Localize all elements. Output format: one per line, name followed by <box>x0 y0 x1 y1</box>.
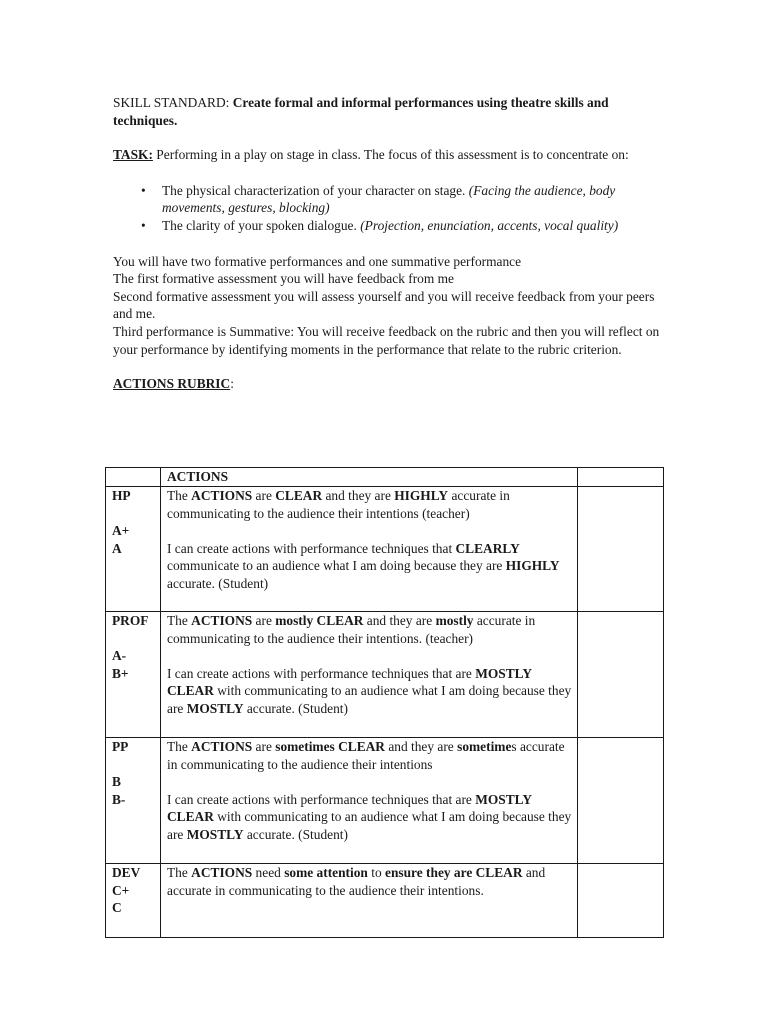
bullet-text: The physical characterization of your character on stage. <box>162 182 466 198</box>
grade-label: B- <box>112 791 126 807</box>
teacher-criterion: The ACTIONS need some attention to ensure they are CLEAR and accurate in communicating to the audience their intentions. <box>167 865 546 898</box>
grade-label: B+ <box>112 665 129 681</box>
skill-standard-text: Create formal and informal performances using theatre skills and techniques. <box>113 95 609 128</box>
rubric-heading <box>113 375 673 393</box>
grade-label: A <box>112 540 122 556</box>
score-cell <box>578 864 664 938</box>
paragraph: The first formative assessment you will have feedback from me <box>113 271 454 287</box>
paragraph: You will have two formative performances and one summative performance <box>113 253 522 269</box>
teacher-criterion: The ACTIONS are sometimes CLEAR and they are sometimes accurate in communicating to the audience their intentions <box>167 739 565 772</box>
bullet-text: The clarity of your spoken dialogue. <box>162 217 357 233</box>
table-header-row <box>106 468 664 487</box>
description-cell <box>161 738 578 864</box>
level-cell <box>106 487 161 612</box>
level-label: DEV <box>112 865 141 880</box>
table-row <box>106 864 664 938</box>
skill-standard-label: SKILL STANDARD: <box>113 95 230 110</box>
list-item <box>113 182 673 217</box>
grade-label: B <box>112 774 121 790</box>
score-cell <box>578 612 664 738</box>
skill-standard <box>113 94 673 129</box>
description-cell <box>161 612 578 738</box>
task-label: TASK: <box>113 147 153 163</box>
grade-label: C <box>112 900 122 916</box>
student-criterion: I can create actions with performance techniques that are MOSTLY CLEAR with communicating to an audience what I am doing because they are MOSTLY accurate. (Student) <box>167 791 572 842</box>
list-item <box>113 217 673 235</box>
bullet-icon: • <box>141 182 146 198</box>
bullet-note: (Facing the audience, body movements, gestures, blocking) <box>162 182 616 216</box>
rubric-heading-colon: : <box>230 376 234 392</box>
table-row <box>106 487 664 612</box>
task-paragraph <box>113 146 673 164</box>
assessment-description <box>113 253 673 359</box>
level-cell <box>106 738 161 864</box>
focus-list <box>113 182 673 235</box>
level-cell <box>106 864 161 938</box>
teacher-criterion: The ACTIONS are CLEAR and they are HIGHLY accurate in communicating to the audience their intentions (teacher) <box>167 488 510 521</box>
level-label: PROF <box>112 613 149 628</box>
table-cell <box>578 468 664 487</box>
student-criterion: I can create actions with performance techniques that are MOSTLY CLEAR with communicating to an audience what I am doing because they are MOSTLY accurate. (Student) <box>167 665 572 716</box>
level-label: PP <box>112 739 129 754</box>
level-cell <box>106 612 161 738</box>
document-page <box>113 94 673 393</box>
actions-header: ACTIONS <box>161 468 578 487</box>
table-row <box>106 738 664 864</box>
table-cell <box>106 468 161 487</box>
description-cell <box>161 864 578 938</box>
score-cell <box>578 738 664 864</box>
rubric-heading-text: ACTIONS RUBRIC <box>113 376 231 392</box>
student-criterion: I can create actions with performance techniques that CLEARLY communicate to an audience what I am doing because they are HIGHLY accurate. (Student) <box>167 540 560 591</box>
grade-label: A- <box>112 648 127 664</box>
teacher-criterion: The ACTIONS are mostly CLEAR and they are mostly accurate in communicating to the audience their intentions. (teacher) <box>167 613 536 646</box>
grade-label: A+ <box>112 523 130 539</box>
score-cell <box>578 487 664 612</box>
grade-label: C+ <box>112 882 130 898</box>
level-label: HP <box>112 488 131 503</box>
task-text: Performing in a play on stage in class. The focus of this assessment is to concentrate on: <box>156 147 629 163</box>
bullet-icon: • <box>141 217 146 233</box>
description-cell <box>161 487 578 612</box>
actions-rubric-table <box>105 467 664 938</box>
paragraph: Second formative assessment you will assess yourself and you will receive feedback from your peers and me. <box>113 288 655 322</box>
table-row <box>106 612 664 738</box>
paragraph: Third performance is Summative: You will receive feedback on the rubric and then you will reflect on your performance by identifying moments in the performance that relate to the rubric criterion. <box>113 323 660 357</box>
bullet-note: (Projection, enunciation, accents, vocal quality) <box>360 217 619 233</box>
